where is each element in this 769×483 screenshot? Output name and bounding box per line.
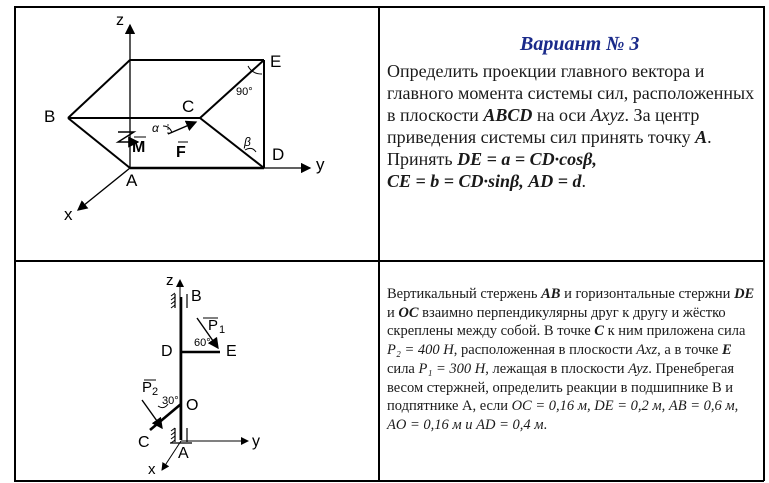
figure-label: E xyxy=(270,52,282,71)
figure-label: C xyxy=(138,434,150,451)
figure-label: M xyxy=(132,139,146,156)
variant-title: Вариант № 3 xyxy=(520,33,640,55)
figure-label: B xyxy=(191,288,202,305)
figure-label: y xyxy=(252,433,260,450)
figure-label: O xyxy=(186,397,199,414)
task-1-text: Определить проекции главного вектора и главного момента системы сил, расположенных в плоскости ABCD на оси Axyz. За центр приведения системы сил принять точку A. Принять DE = a = CD·cosβ, CE = b = CD·sinβ, AD = d. xyxy=(387,61,755,191)
figure-label: P xyxy=(208,317,219,334)
figure-label: 30° xyxy=(162,395,179,407)
figure-label: B xyxy=(44,107,56,126)
figure-label: 1 xyxy=(219,324,226,336)
figure-label: D xyxy=(161,343,173,360)
figure-label: A xyxy=(178,445,189,462)
figure-label: A xyxy=(126,171,138,190)
task-2-text: Вертикальный стержень AB и горизонтальные стержни DE и OC взаимно перпендикулярны друг к другу и жёстко скреплены между собой. В точке C к ним приложена сила P₂ = 400 Н, расположенная в плоскости Axz, а в точке E сила P₁ = 300 Н, лежащая в плоскости Ayz. Пренебрегая весом стержней, определить реакции в подшипнике B и подпятнике A, если OC = 0,16 м, DE = 0,2 м, AB = 0,6 м, AO = 0,16 м и AD = 0,4 м. xyxy=(387,286,755,433)
figure-label: C xyxy=(182,97,195,116)
figure-label: x xyxy=(148,461,156,478)
figure-label: P xyxy=(142,379,153,396)
figure-label: E xyxy=(226,343,237,360)
figure-label: y xyxy=(316,155,325,174)
figure-label: F xyxy=(176,144,186,161)
figure-label: D xyxy=(272,145,285,164)
figure-label: z xyxy=(116,12,124,29)
figure-label: 2 xyxy=(152,386,159,398)
figure-label: x xyxy=(64,205,73,224)
figure-label: α xyxy=(152,121,159,135)
figure-label: z xyxy=(166,272,174,289)
figure-label: β xyxy=(244,135,251,149)
figure-label: 60° xyxy=(194,337,211,349)
figure-label: 90° xyxy=(236,86,253,98)
